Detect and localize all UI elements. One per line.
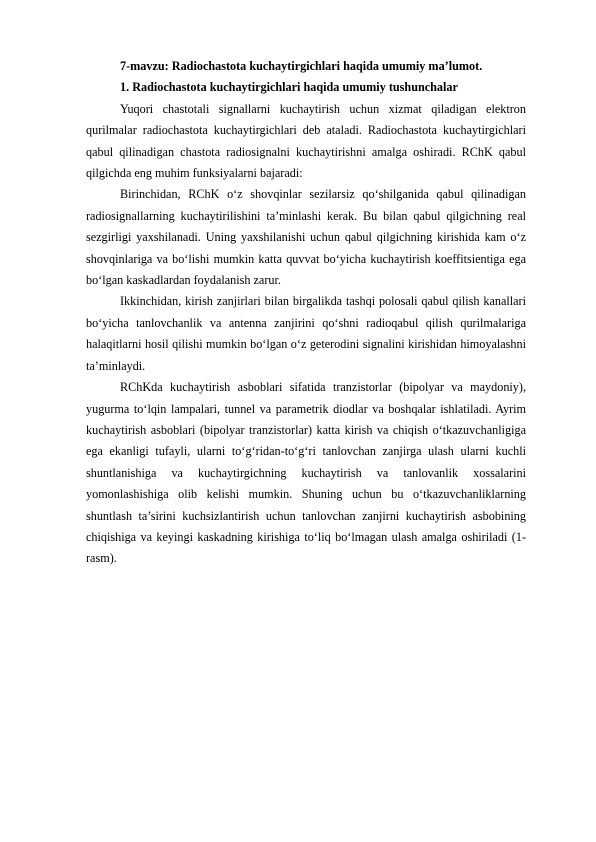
section-title: 1. Radiochastota kuchaytirgichlari haqida umumiy tushunchalar: [120, 80, 458, 95]
paragraph-first: Birinchidan, RChK o‘z shovqinlar sezilarsiz qo‘shilganida qabul qilinadigan radiosignallarning kuchaytirilishini ta’minlashi kerak. Bu bilan qabul qilgichning real sezgirligi yaxshilanadi. Uning yaxshilanishi uchun qabul qilgichning kirishida kam o‘z shovqinlariga va bo‘lishi mumkin katta quvvat bo‘yicha kuchaytirish koeffitsientiga ega bo‘lgan kaskadlardan foydalanish zarur.: [86, 187, 526, 288]
paragraph-intro: Yuqori chastotali signallarni kuchaytirish uchun xizmat qiladigan elektron qurilmalar radiochastota kuchaytirgichlari deb ataladi. Radiochastota kuchaytirgichlari qabul qilinadigan chastota radiosignalni kuchaytirishni amalga oshiradi. RChK qabul qilgichda eng muhim funksiyalarni bajaradi:: [86, 101, 526, 181]
paragraph-amplifying-devices: RChKda kuchaytirish asboblari sifatida tranzistorlar (bipolyar va maydoniy), yugurma to‘lqin lampalari, tunnel va parametrik diodlar va boshqalar ishlatiladi. Ayrim kuchaytirish asboblari (bipolyar tranzistorlar) katta kirish va chiqish o‘tkazuvchanligiga ega ekanligi tufayli, ularni to‘g‘ridan-to‘g‘ri tanlovchan zanjirga ulash ularni kuchli shuntlanishiga va kuchaytirgichning kuchaytirish va tanlovanlik xossalarini yomonlashishiga olib kelishi mumkin. Shuning uchun bu o‘tkazuvchanliklarning shuntlash ta’sirini kuchsizlantirish uchun tanlovchan zanjirni kuchaytirish asbobining chiqishiga va keyingi kaskadning kirishiga to‘liq bo‘lmagan ulash amalga oshiriladi (1- rasm).: [86, 380, 526, 566]
paragraph-second: Ikkinchidan, kirish zanjirlari bilan birgalikda tashqi polosali qabul qilish kanallari bo‘yicha tanlovchanlik va antenna zanjirini qo‘shni radioqabul qilish qurilmalariga halaqitlarni hosil qilishi mumkin bo‘lgan o‘z geterodini signalini kirishidan himoyalashni ta’minlaydi.: [86, 294, 526, 373]
document-page: [86, 56, 526, 570]
topic-title: 7-mavzu: Radiochastota kuchaytirgichlari haqida umumiy ma’lumot.: [120, 59, 483, 73]
